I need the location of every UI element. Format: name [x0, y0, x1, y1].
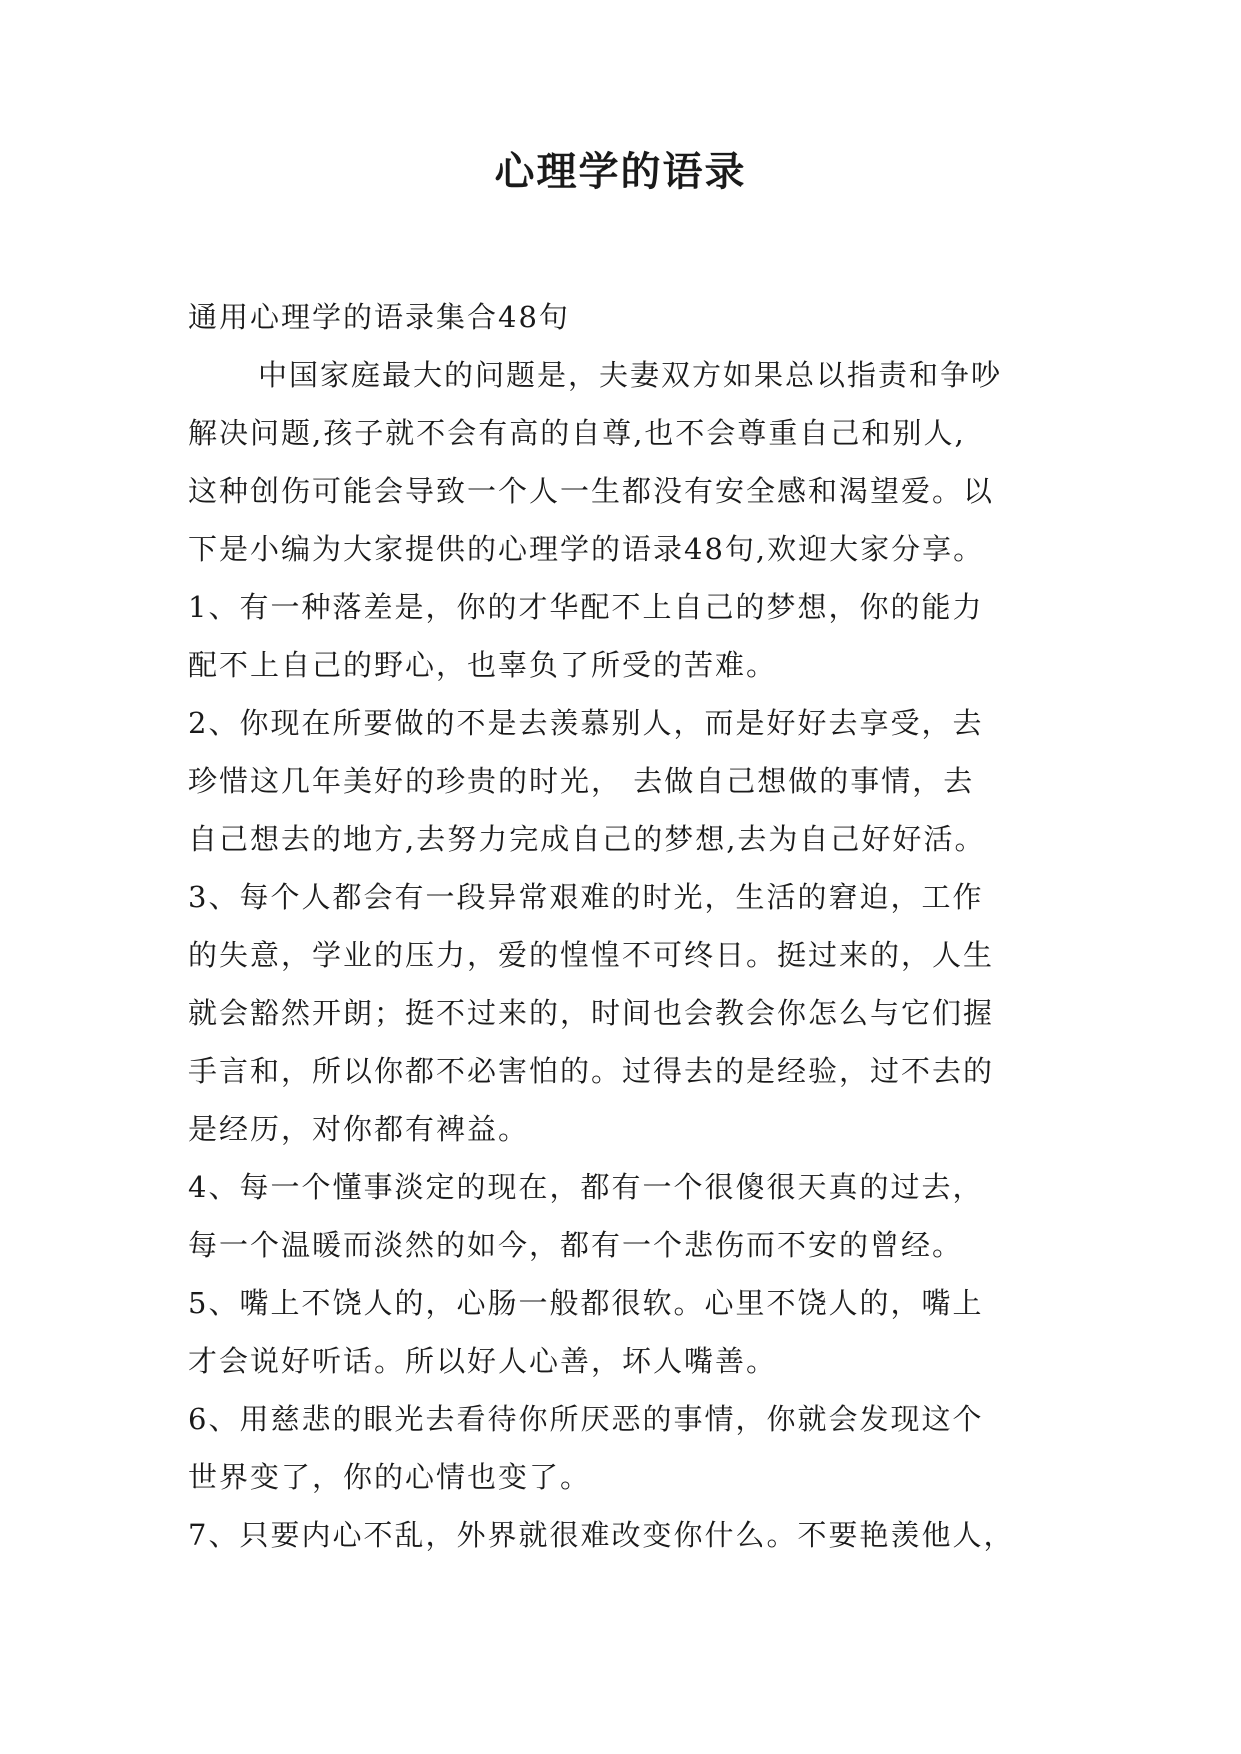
- quote-line: 2、你现在所要做的不是去羡慕别人，而是好好去享受，去: [188, 706, 984, 740]
- paragraph-line: 下是小编为大家提供的心理学的语录48句,欢迎大家分享。: [188, 532, 985, 566]
- quote-line: 是经历，对你都有裨益。: [188, 1112, 530, 1146]
- quote-line: 就会豁然开朗；挺不过来的，时间也会教会你怎么与它们握: [188, 996, 995, 1030]
- quote-line: 4、每一个懂事淡定的现在，都有一个很傻很天真的过去，: [188, 1170, 984, 1204]
- quote-line: 才会说好听话。所以好人心善，坏人嘴善。: [188, 1344, 778, 1378]
- quote-line: 珍惜这几年美好的珍贵的时光， 去做自己想做的事情，去: [188, 764, 975, 798]
- quote-line: 3、每个人都会有一段异常艰难的时光，生活的窘迫，工作: [188, 880, 984, 914]
- quote-line: 配不上自己的野心，也辜负了所受的苦难。: [188, 648, 778, 682]
- paragraph-line: 解决问题,孩子就不会有高的自尊,也不会尊重自己和别人,: [188, 416, 966, 450]
- quote-line: 的失意，学业的压力，爱的惶惶不可终日。挺过来的，人生: [188, 938, 995, 972]
- quote-line: 1、有一种落差是，你的才华配不上自己的梦想，你的能力: [188, 590, 984, 624]
- document-subtitle: 通用心理学的语录集合48句: [188, 300, 570, 334]
- paragraph-line: 这种创伤可能会导致一个人一生都没有安全感和渴望爱。以: [188, 474, 995, 508]
- quote-line: 自己想去的地方,去努力完成自己的梦想,去为自己好好活。: [188, 822, 986, 856]
- quote-line: 手言和，所以你都不必害怕的。过得去的是经验，过不去的: [188, 1054, 995, 1088]
- quote-line: 5、嘴上不饶人的，心肠一般都很软。心里不饶人的，嘴上: [188, 1286, 984, 1320]
- quote-line: 6、用慈悲的眼光去看待你所厌恶的事情，你就会发现这个: [188, 1402, 984, 1436]
- document-title: 心理学的语录: [494, 148, 747, 195]
- document-body: [188, 288, 1068, 1564]
- quote-line: 世界变了，你的心情也变了。: [188, 1460, 592, 1494]
- paragraph-line: 中国家庭最大的问题是，夫妻双方如果总以指责和争吵: [258, 358, 1003, 392]
- quote-line: 7、只要内心不乱，外界就很难改变你什么。不要艳羡他人，: [188, 1518, 1015, 1552]
- quote-line: 每一个温暖而淡然的如今，都有一个悲伤而不安的曾经。: [188, 1228, 964, 1262]
